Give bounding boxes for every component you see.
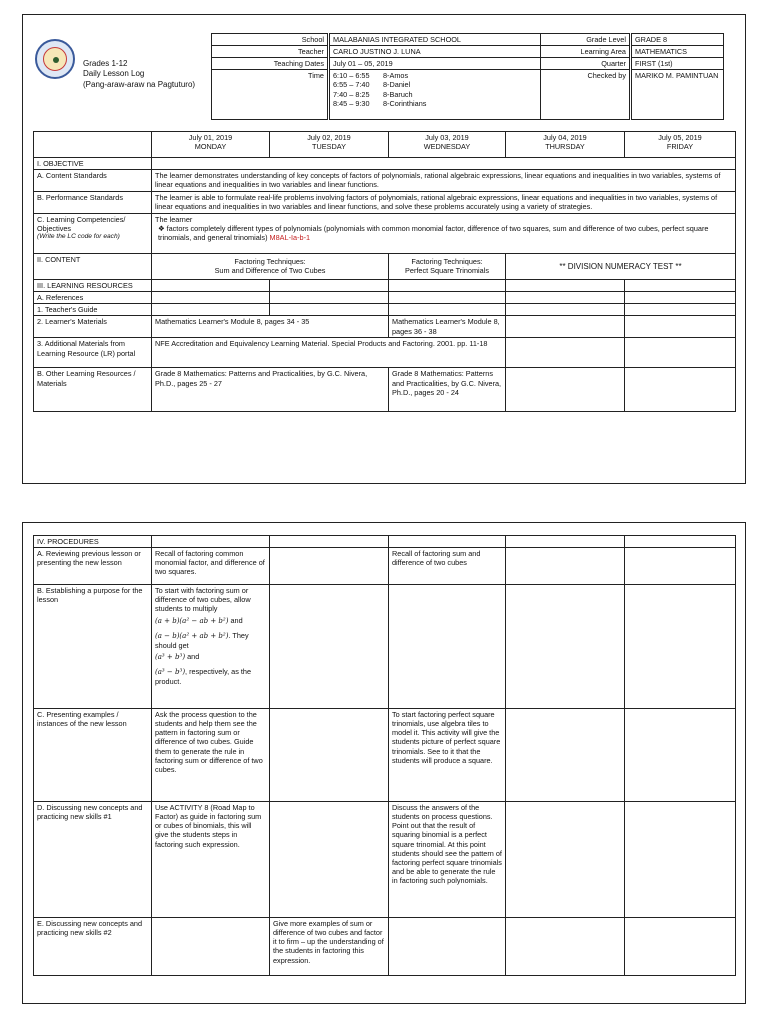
math-expression: (a³ + b³) bbox=[155, 653, 186, 662]
other-resources-label: B. Other Learning Resources / Materials bbox=[34, 368, 152, 412]
quarter-value: FIRST (1st) bbox=[631, 58, 724, 70]
performance-standards: The learner is able to formulate real-life problems involving factors of polynomials, rational algebraic expressions, linear equations and inequalities in two variables, systems of linear equations and inequalities in two variables and linear functions, and solve these problems accurately using a variety of strategies. bbox=[152, 192, 736, 214]
proc-d-wed: Discuss the answers of the students on process questions. Point out that the result of squaring binomial is a perfect square trinomial. At this point students should see the pattern of factoring perfect square trinomials and be able to generate the rule in factoring such polynomials. bbox=[389, 802, 506, 918]
competency-intro: The learner bbox=[155, 215, 193, 225]
proc-c-mon: Ask the process question to the students and help them see the pattern in factoring sum or difference of two cubes. Guide them to generate the rule in factoring sum or difference of two cubes. bbox=[152, 709, 270, 802]
lesson-log-page-1 bbox=[22, 14, 746, 484]
content-standards: The learner demonstrates understanding of key concepts of factors of polynomials, rational algebraic expressions, linear equations and inequalities in two variables, systems of linear equations and inequalities in two variables and linear functions. bbox=[152, 170, 736, 192]
deped-seal-icon bbox=[35, 39, 75, 79]
content-wed: Factoring Techniques: Perfect Square Trinomials bbox=[389, 254, 506, 280]
proc-b-mon: To start with factoring sum or difference of two cubes, allow students to multiply (a + b)(a² − ab + b²) and (a − b)(a² + ab + b²). They should get (a³ + b³) and (a³ − b³), respectively, as the product. bbox=[152, 585, 270, 709]
competencies-label-cell bbox=[34, 214, 152, 254]
proc-a-mon: Recall of factoring common monomial factor, and difference of two squares. bbox=[152, 548, 270, 585]
content-thu-fri: ** DIVISION NUMERACY TEST ** bbox=[506, 254, 736, 280]
other-resources-mon: Grade 8 Mathematics: Patterns and Practicalities, by G.C. Nivera, Ph.D., pages 25 - 27 bbox=[152, 368, 389, 412]
additional-materials: NFE Accreditation and Equivalency Learning Material. Special Products and Factoring. 2001. pp. 11-18 bbox=[152, 338, 506, 368]
math-expression: (a + b)(a² − ab + b²) bbox=[155, 617, 229, 626]
teacher-label: Teacher bbox=[212, 46, 329, 58]
additional-materials-label: 3. Additional Materials from Learning Resource (LR) portal bbox=[34, 338, 152, 368]
other-resources-wed: Grade 8 Mathematics: Patterns and Practicalities, by G.C. Nivera, Ph.D., pages 20 - 24 bbox=[389, 368, 506, 412]
resources-heading: III. LEARNING RESOURCES bbox=[34, 280, 152, 292]
learners-materials-wed: Mathematics Learner's Module 8, pages 36 - 38 bbox=[389, 316, 506, 338]
time-schedule: 6:10 – 6:55 8-Amos 6:55 – 7:40 8-Daniel 7:40 – 8:25 8-Baruch 8:45 – 9:30 8-Corinthians bbox=[329, 70, 541, 120]
content-standards-label: A. Content Standards bbox=[34, 170, 152, 192]
proc-c-label: C. Presenting examples / instances of the new lesson bbox=[34, 709, 152, 802]
bullet-icon: ❖ bbox=[158, 224, 165, 234]
grade-value: GRADE 8 bbox=[631, 34, 724, 46]
proc-a-wed: Recall of factoring sum and difference of two cubes bbox=[389, 548, 506, 585]
header-info-table bbox=[211, 33, 724, 120]
proc-d-label: D. Discussing new concepts and practicing new skills #1 bbox=[34, 802, 152, 918]
day-header-thursday: July 04, 2019 THURSDAY bbox=[506, 132, 625, 158]
content-mon-tue: Factoring Techniques: Sum and Difference of Two Cubes bbox=[152, 254, 389, 280]
competencies-label: C. Learning Competencies/ Objectives bbox=[37, 215, 126, 234]
time-label: Time bbox=[212, 70, 329, 120]
checked-value: MARIKO M. PAMINTUAN bbox=[631, 70, 724, 120]
log-title: Grades 1-12 Daily Lesson Log (Pang-araw-araw na Pagtuturo) bbox=[83, 59, 196, 89]
proc-a-label: A. Reviewing previous lesson or presenting the new lesson bbox=[34, 548, 152, 585]
proc-b-label: B. Establishing a purpose for the lesson bbox=[34, 585, 152, 709]
day-header-row bbox=[34, 132, 736, 158]
proc-e-label: E. Discussing new concepts and practicing new skills #2 bbox=[34, 918, 152, 976]
learners-materials-label: 2. Learner's Materials bbox=[34, 316, 152, 338]
objective-heading: I. OBJECTIVE bbox=[34, 158, 152, 170]
area-value: MATHEMATICS bbox=[631, 46, 724, 58]
math-expression: (a³ − b³) bbox=[155, 667, 186, 676]
competencies-cell bbox=[152, 214, 736, 254]
grade-label: Grade Level bbox=[541, 34, 631, 46]
proc-e-tue: Give more examples of sum or difference of two cubes and factor it to firm – up the understanding of the students in factoring this expression. bbox=[270, 918, 389, 976]
teacher-value: CARLO JUSTINO J. LUNA bbox=[329, 46, 541, 58]
lesson-log-page-2 bbox=[22, 522, 746, 1004]
day-header-friday: July 05, 2019 FRIDAY bbox=[625, 132, 736, 158]
proc-c-wed: To start factoring perfect square trinomials, use algebra tiles to model it. This activity will give the students picture of perfect square trinomials. See to it that the students will produce a square. bbox=[389, 709, 506, 802]
school-label: School bbox=[212, 34, 329, 46]
quarter-label: Quarter bbox=[541, 58, 631, 70]
math-expression: (a − b)(a² + ab + b²) bbox=[155, 632, 229, 641]
dates-value: July 01 – 05, 2019 bbox=[329, 58, 541, 70]
day-header-monday: July 01, 2019 MONDAY bbox=[152, 132, 270, 158]
school-value: MALABANIAS INTEGRATED SCHOOL bbox=[329, 34, 541, 46]
day-header-tuesday: July 02, 2019 TUESDAY bbox=[270, 132, 389, 158]
teachers-guide-label: 1. Teacher's Guide bbox=[34, 304, 152, 316]
performance-standards-label: B. Performance Standards bbox=[34, 192, 152, 214]
learners-materials-mon: Mathematics Learner's Module 8, pages 34 - 35 bbox=[152, 316, 389, 338]
proc-d-mon: Use ACTIVITY 8 (Road Map to Factor) as guide in factoring sum or cubes of binomials, this will give the students steps in factoring such expression. bbox=[152, 802, 270, 918]
procedures-heading: IV. PROCEDURES bbox=[34, 536, 152, 548]
dates-label: Teaching Dates bbox=[212, 58, 329, 70]
content-label: II. CONTENT bbox=[34, 254, 152, 280]
lesson-plan-table bbox=[33, 131, 736, 412]
competency-code: M8AL-Ia-b-1 bbox=[269, 233, 311, 243]
competency-text: factors completely different types of polynomials (polynomials with common monomial factor, difference of two squares, sum and difference of two cubes, perfect square trinomials, and general trinomials) bbox=[158, 224, 709, 243]
references-label: A. References bbox=[34, 292, 152, 304]
competencies-note: (Write the LC code for each) bbox=[37, 233, 120, 241]
day-header-wednesday: July 03, 2019 WEDNESDAY bbox=[389, 132, 506, 158]
procedures-table bbox=[33, 535, 736, 976]
checked-label: Checked by bbox=[541, 70, 631, 120]
area-label: Learning Area bbox=[541, 46, 631, 58]
